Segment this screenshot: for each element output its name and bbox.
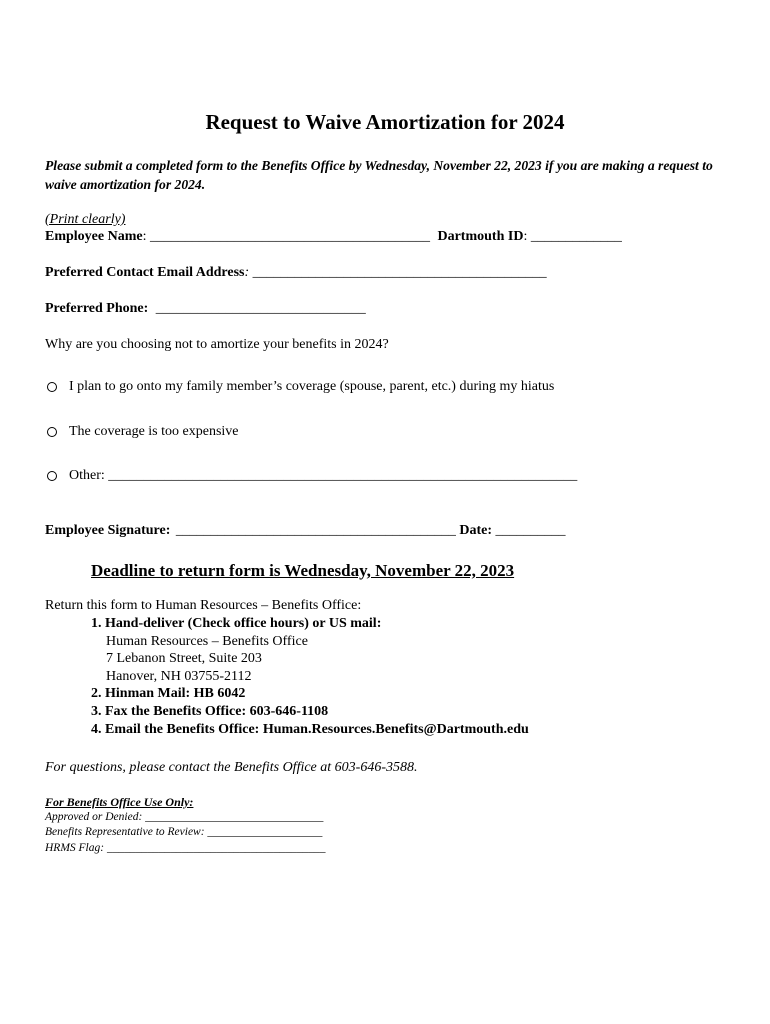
option-other[interactable] [45,468,577,484]
step-hinman-mail: 2. Hinman Mail: HB 6042 [91,686,246,701]
step-email: 4. Email the Benefits Office: Human.Resources.Benefits@Dartmouth.edu [91,722,529,737]
option-label: The coverage is too expensive [69,424,239,439]
step-fax: 3. Fax the Benefits Office: 603-646-1108 [91,704,329,719]
signature-field[interactable]: ________________________________________ [175,523,456,538]
date-field[interactable]: __________ [495,523,566,538]
dartmouth-id-sep: : [523,229,531,244]
office-use-heading: For Benefits Office Use Only: [45,795,194,809]
email-row [45,265,547,281]
hrms-flag-field[interactable]: HRMS Flag: ______________________________________ [45,842,326,854]
form-title: Request to Waive Amortization for 2024 [205,110,565,134]
signature-label: Employee Signature: [45,523,171,538]
step-hand-deliver: 1. Hand-deliver (Check office hours) or US mail: [91,616,382,631]
representative-field[interactable]: Benefits Representative to Review: ____________________ [45,826,323,838]
reason-question: Why are you choosing not to amortize your benefits in 2024? [45,337,389,352]
option-label: I plan to go onto my family member’s coverage (spouse, parent, etc.) during my hiatus [69,379,555,394]
address-line: Human Resources – Benefits Office [106,634,308,649]
radio-circle-icon[interactable] [47,471,57,481]
return-intro: Return this form to Human Resources – Benefits Office: [45,598,362,613]
option-label[interactable]: Other: ___________________________________________________________________ [69,468,578,483]
phone-row [45,301,366,317]
phone-label: Preferred Phone: [45,301,149,316]
employee-name-label: Employee Name [45,229,143,244]
phone-field[interactable]: ______________________________ [155,301,366,316]
date-label: Date: [459,523,493,538]
radio-circle-icon[interactable] [47,427,57,437]
email-label: Preferred Contact Email Address [45,265,245,280]
questions-note: For questions, please contact the Benefits Office at 603-646-3588. [45,760,418,775]
employee-name-row [45,229,622,245]
dartmouth-id-field[interactable]: _____________ [530,229,622,244]
email-sep: : [244,265,253,280]
email-field[interactable]: __________________________________________ [252,265,547,280]
radio-circle-icon[interactable] [47,382,57,392]
employee-name-field[interactable]: ________________________________________ [149,229,430,244]
signature-row [45,523,566,539]
option-too-expensive[interactable] [45,424,239,440]
option-family-coverage[interactable] [45,379,554,395]
dartmouth-id-label: Dartmouth ID [437,229,524,244]
employee-name-sep: : [142,229,150,244]
deadline-notice: Deadline to return form is Wednesday, November 22, 2023 [91,561,515,580]
intro-instructions: Please submit a completed form to the Benefits Office by Wednesday, November 22, 2023 if you are making a request to waive amortization for 2024. [45,158,713,192]
address-line: Hanover, NH 03755-2112 [106,669,252,684]
print-clearly-note: (Print clearly) [45,212,126,227]
address-line: 7 Lebanon Street, Suite 203 [106,651,262,666]
approved-denied-field[interactable]: Approved or Denied: _______________________________ [45,811,324,823]
